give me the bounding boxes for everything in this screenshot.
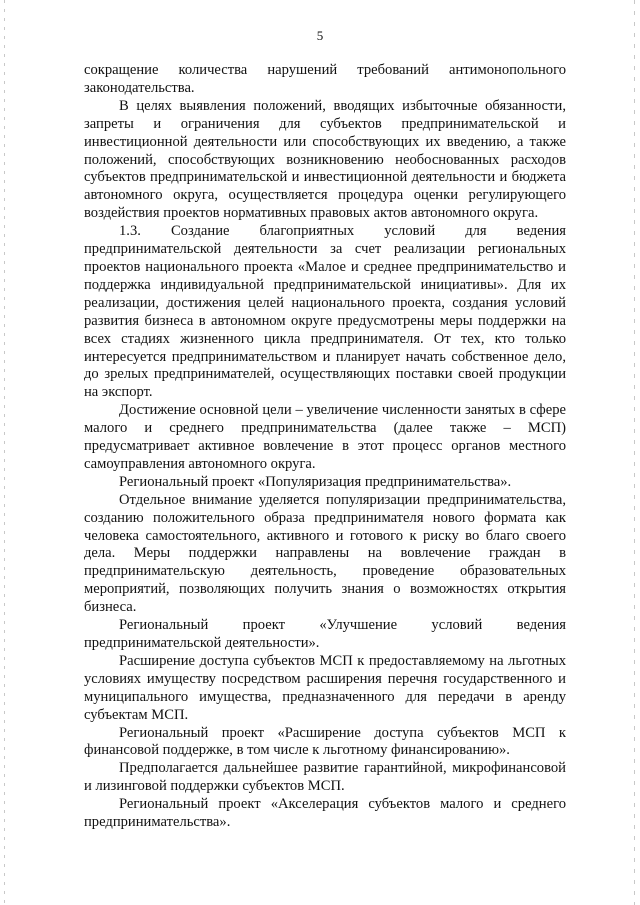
scan-edge-right (634, 0, 635, 905)
paragraph-section-1-3: 1.3. Создание благоприятных условий для ведения предпринимательской деятельности за счет реализации региональных проектов национального проекта «Малое и среднее предпринимательство и поддержка индивидуальной предпринимательской инициативы». Для их реализации, достижения целей национального проекта, создания условий развития бизнеса в автономном округе предусмотрены меры поддержки на всех стадиях жизненного цикла предпринимателя. От тех, кто только интересуется предпринимательством и планирует начать собственное дело, до зрелых предпринимателей, осуществляющих поставки своей продукции на экспорт. (84, 223, 566, 401)
paragraph-project-financial-support: Региональный проект «Расширение доступа субъектов МСП к финансовой поддержке, в том числе к льготному финансированию». (84, 724, 566, 759)
scan-edge-left (4, 0, 5, 905)
paragraph-guarantee-support: Предполагается дальнейшее развитие гарантийной, микрофинансовой и лизинговой поддержки субъектов МСП. (84, 760, 566, 795)
paragraph-main-goal: Достижение основной цели – увеличение численности занятых в сфере малого и среднего предпринимательства (далее также – МСП) предусматривает активное вовлечение в этот процесс органов местного самоуправления автономного округа. (84, 402, 566, 472)
paragraph-project-popularization: Региональный проект «Популяризация предпринимательства». (119, 473, 512, 490)
paragraph-popularization-details: Отдельное внимание уделяется популяризации предпринимательства, созданию положительного образа предпринимателя нового формата как человека самостоятельного, активного и готового к риску во благо своего дела. Меры поддержки направлены на вовлечение граждан в предпринимательскую деятельность, проведение образовательных мероприятий, позволяющих получить знания о возможностях открытия бизнеса. (84, 491, 566, 616)
page-number: 5 (316, 28, 324, 43)
paragraph-project-improving-conditions: Региональный проект «Улучшение условий ведения предпринимательской деятельности». (84, 617, 566, 651)
document-body (84, 62, 566, 832)
paragraph-property-access: Расширение доступа субъектов МСП к предоставляемому на льготных условиях имуществу посредством расширения перечня государственного и муниципального имущества, предназначенного для передачи в аренду субъектам МСП. (84, 652, 566, 723)
paragraph-antimonopoly-end: сокращение количества нарушений требований антимонопольного законодательства. (84, 62, 566, 96)
paragraph-regulatory-impact: В целях выявления положений, вводящих избыточные обязанности, запреты и ограничения для субъектов предпринимательской и инвестиционной деятельности или способствующих их введению, а также положений, способствующих возникновению необоснованных расходов субъектов предпринимательской и инвестиционной деятельности и бюджета автономного округа, осуществляется процедура оценки регулирующего воздействия проектов нормативных правовых актов автономного округа. (84, 97, 566, 222)
paragraph-project-acceleration: Региональный проект «Акселерация субъектов малого и среднего предпринимательства». (84, 796, 566, 831)
